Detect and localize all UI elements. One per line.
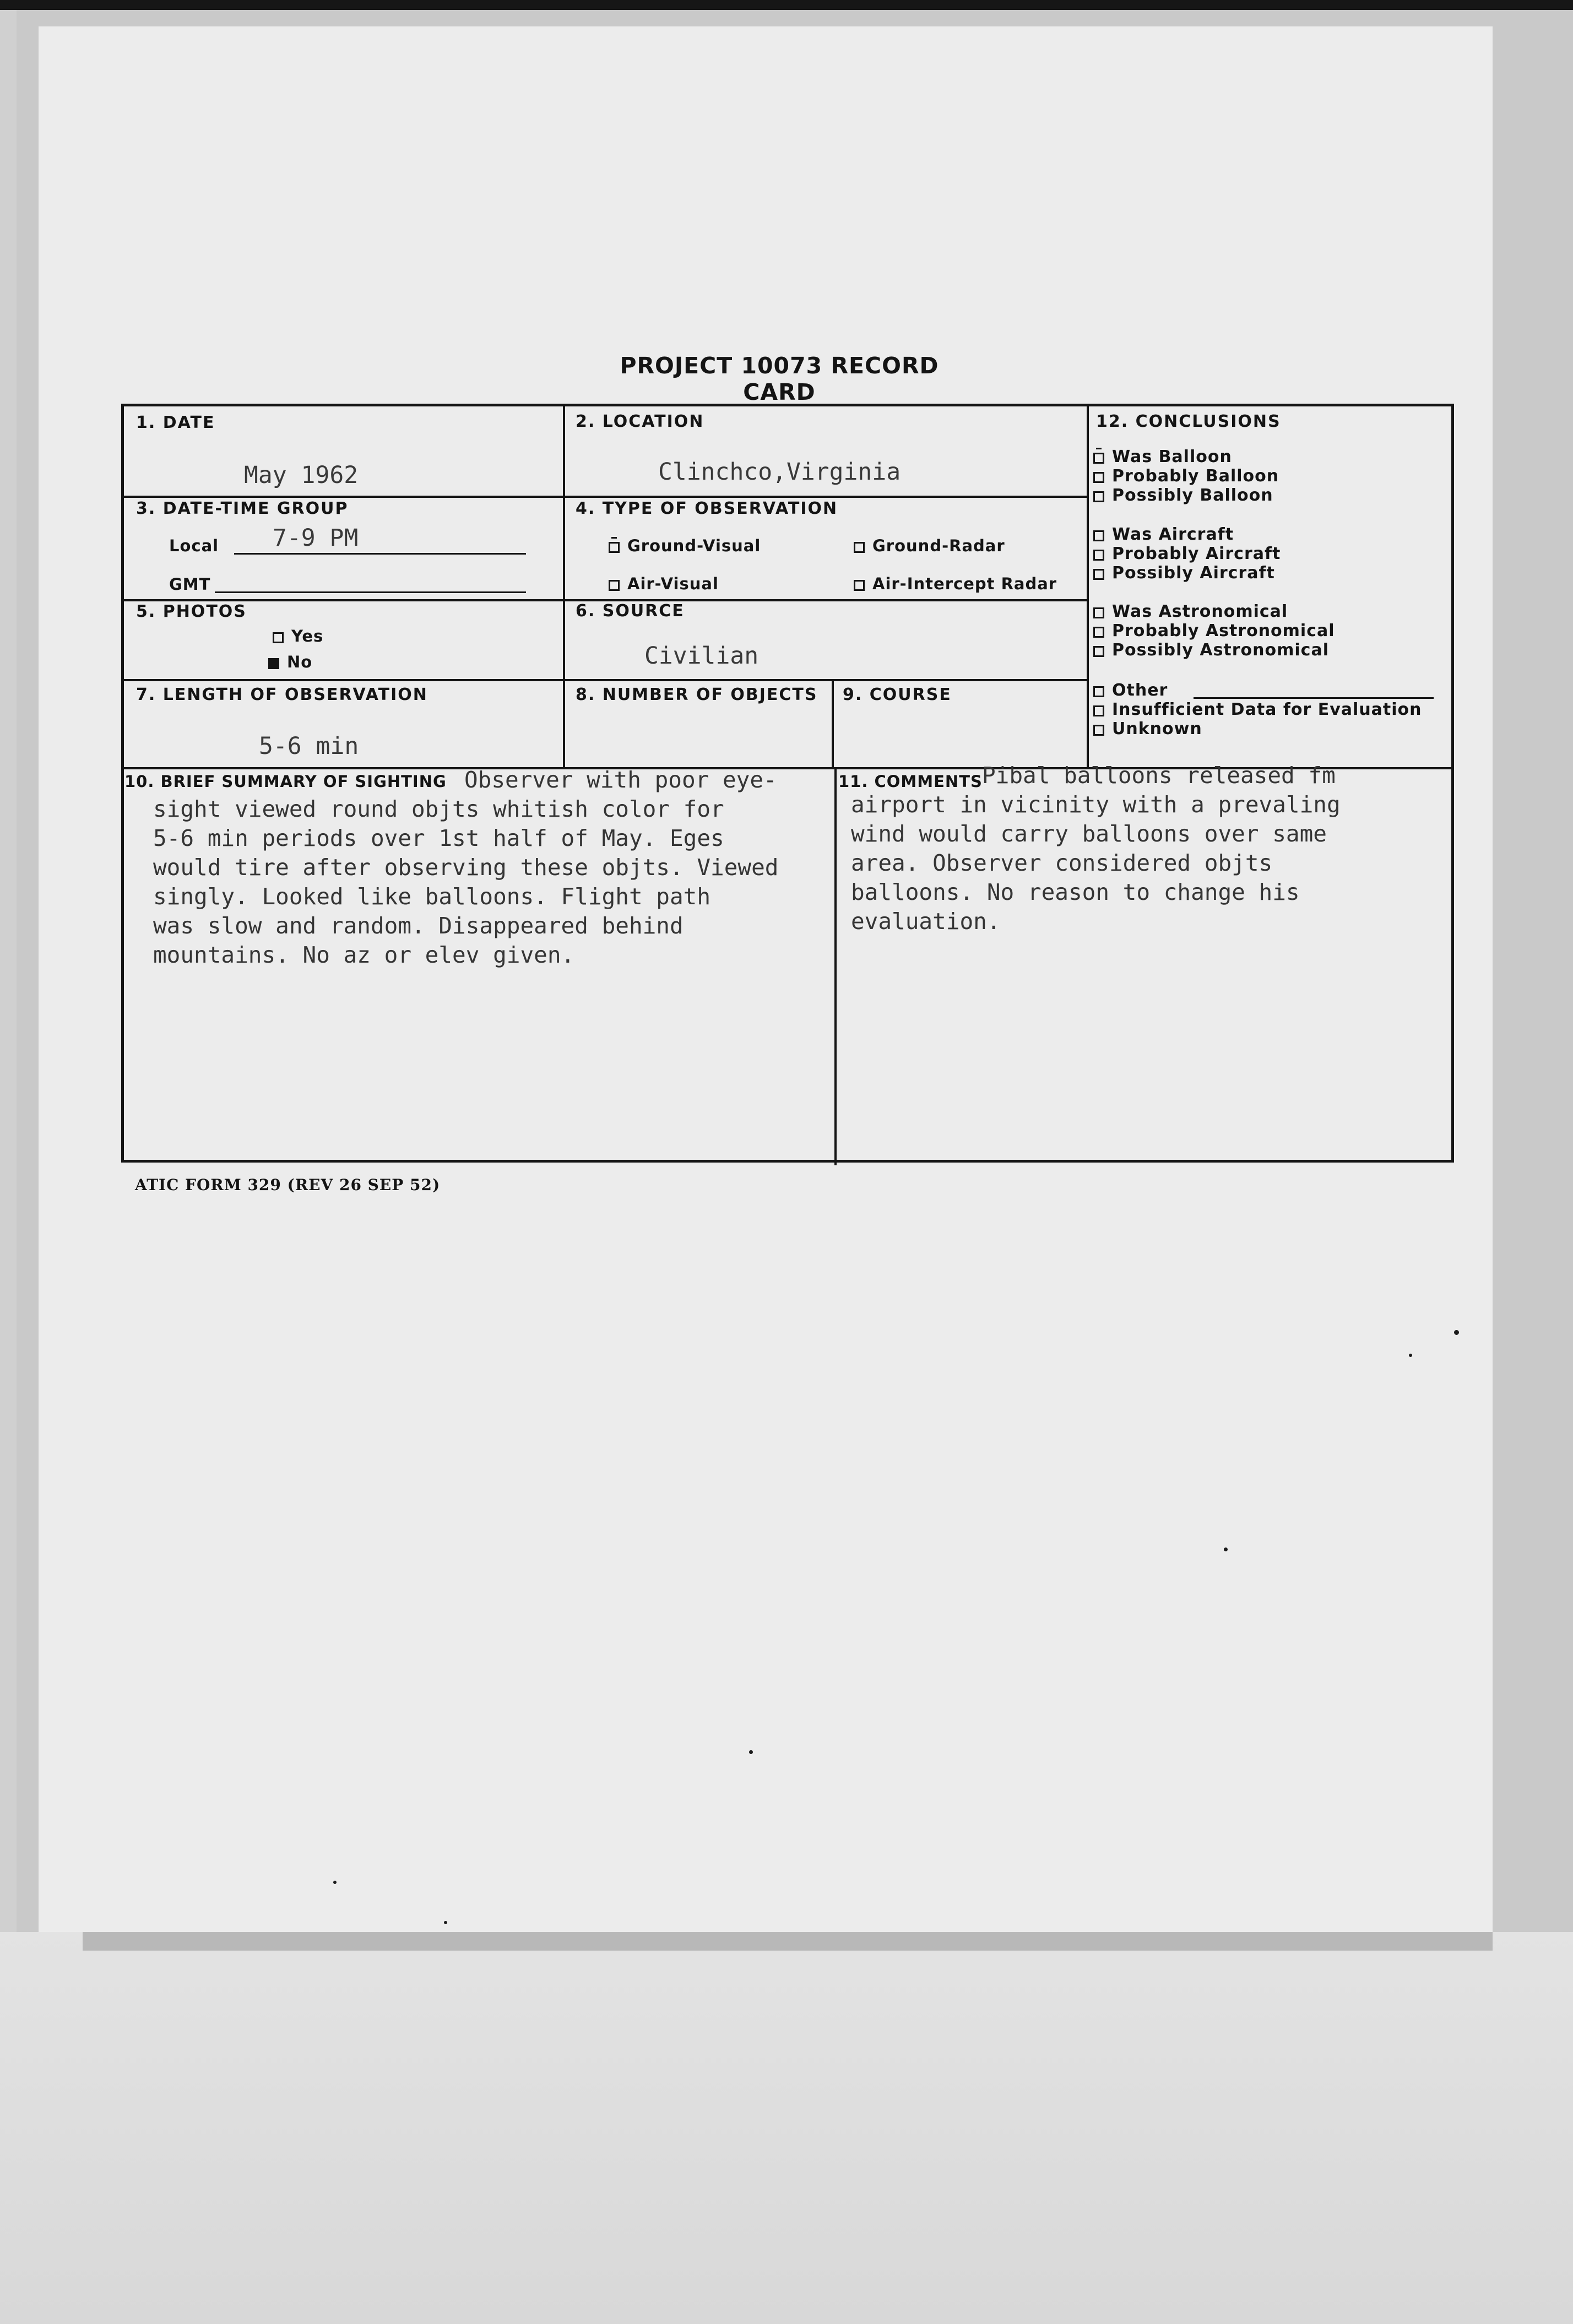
- option-possibly-aircraft[interactable]: [1093, 563, 1281, 583]
- length-of-observation-value: 5-6 min: [259, 732, 359, 760]
- scan-top-border: [0, 0, 1573, 10]
- option-insufficient-data-label: Insufficient Data for Evaluation: [1112, 700, 1422, 719]
- card-title: PROJECT 10073 RECORD CARD: [620, 352, 939, 405]
- option-unknown-label: Unknown: [1112, 719, 1202, 739]
- source-label: 6. SOURCE: [576, 601, 685, 621]
- option-air-intercept-radar[interactable]: [854, 574, 1057, 593]
- checkbox-other[interactable]: [1093, 686, 1104, 697]
- course-label: 9. COURSE: [843, 685, 952, 704]
- option-insufficient-data[interactable]: [1093, 700, 1422, 719]
- summary-line: 5-6 min periods over 1st half of May. Eges: [153, 825, 724, 851]
- checkbox-possibly-aircraft[interactable]: [1093, 569, 1104, 580]
- location-label: 2. LOCATION: [576, 412, 704, 431]
- number-of-objects-label: 8. NUMBER OF OBJECTS: [576, 685, 818, 704]
- conclusions-label: 12. CONCLUSIONS: [1096, 412, 1281, 431]
- summary-line: sight viewed round objts whitish color for: [153, 796, 724, 822]
- option-possibly-balloon-label: Possibly Balloon: [1112, 486, 1273, 505]
- conclusions-group-balloon: [1093, 447, 1279, 505]
- option-photos-yes-label: Yes: [291, 627, 324, 645]
- scan-speck: [333, 1881, 337, 1884]
- summary-text: [153, 765, 842, 970]
- option-probably-astronomical[interactable]: [1093, 621, 1335, 640]
- checkbox-air-intercept-radar[interactable]: [854, 580, 865, 591]
- checkbox-was-balloon[interactable]: [1093, 453, 1104, 464]
- checkbox-ground-radar[interactable]: [854, 542, 865, 553]
- summary-line: would tire after observing these objts. Viewed: [153, 854, 779, 881]
- checkbox-possibly-astronomical[interactable]: [1093, 646, 1104, 657]
- option-probably-balloon-label: Probably Balloon: [1112, 466, 1279, 486]
- option-probably-balloon[interactable]: [1093, 466, 1279, 486]
- gmt-label: GMT: [169, 575, 211, 594]
- summary-line: singly. Looked like balloons. Flight path: [153, 883, 711, 910]
- form-identifier: ATIC FORM 329 (REV 26 SEP 52): [135, 1176, 441, 1194]
- option-was-aircraft-label: Was Aircraft: [1112, 525, 1234, 544]
- divider-row-1: [124, 496, 1087, 498]
- scan-speck: [749, 1750, 753, 1754]
- option-ground-visual[interactable]: [609, 536, 761, 555]
- option-air-visual[interactable]: [609, 574, 719, 593]
- option-possibly-aircraft-label: Possibly Aircraft: [1112, 563, 1275, 583]
- checkbox-probably-balloon[interactable]: [1093, 472, 1104, 483]
- divider-col-3: [832, 679, 834, 767]
- option-was-astronomical-label: Was Astronomical: [1112, 602, 1288, 621]
- option-air-visual-label: Air-Visual: [627, 574, 719, 593]
- checkbox-was-aircraft[interactable]: [1093, 530, 1104, 541]
- date-label: 1. DATE: [136, 413, 215, 432]
- option-possibly-balloon[interactable]: [1093, 486, 1279, 505]
- option-air-intercept-radar-label: Air-Intercept Radar: [872, 574, 1057, 593]
- comments-line: Pibal balloons released fm: [982, 762, 1336, 789]
- option-possibly-astronomical-label: Possibly Astronomical: [1112, 640, 1329, 660]
- comments-line: area. Observer considered objts: [851, 850, 1273, 876]
- local-underline: [234, 553, 526, 555]
- summary-line: Observer with poor eye-: [464, 767, 777, 793]
- option-was-astronomical[interactable]: [1093, 602, 1335, 621]
- checkbox-photos-yes[interactable]: [273, 632, 284, 643]
- option-was-balloon[interactable]: [1093, 447, 1279, 466]
- option-was-aircraft[interactable]: [1093, 525, 1281, 544]
- option-probably-astronomical-label: Probably Astronomical: [1112, 621, 1335, 640]
- conclusions-group-aircraft: [1093, 525, 1281, 583]
- scan-lower-margin: [0, 1932, 1573, 2324]
- checkbox-ground-visual[interactable]: [609, 542, 620, 553]
- option-other[interactable]: [1093, 681, 1422, 700]
- comments-line: evaluation.: [851, 908, 1001, 935]
- checkbox-was-astronomical[interactable]: [1093, 607, 1104, 618]
- option-unknown[interactable]: [1093, 719, 1422, 739]
- divider-col-2: [1087, 406, 1089, 767]
- option-ground-radar[interactable]: [854, 536, 1005, 555]
- comments-text: [851, 761, 1435, 936]
- option-photos-yes[interactable]: [273, 627, 323, 645]
- local-value: 7-9 PM: [273, 524, 359, 552]
- checkbox-air-visual[interactable]: [609, 580, 620, 591]
- option-ground-visual-label: Ground-Visual: [627, 536, 761, 555]
- scan-speck: [1409, 1354, 1412, 1357]
- option-ground-radar-label: Ground-Radar: [872, 536, 1005, 555]
- option-other-label: Other: [1112, 681, 1168, 700]
- divider-row-3: [124, 679, 1087, 681]
- scan-speck: [444, 1921, 447, 1924]
- comments-line: airport in vicinity with a prevaling: [851, 791, 1341, 818]
- scan-speck: [1224, 1547, 1228, 1551]
- date-time-group-label: 3. DATE-TIME GROUP: [136, 499, 349, 518]
- checkbox-insufficient-data[interactable]: [1093, 705, 1104, 716]
- photos-label: 5. PHOTOS: [136, 602, 247, 621]
- location-value: Clinchco,Virginia: [658, 458, 901, 486]
- conclusions-group-other: [1093, 681, 1422, 739]
- summary-label: 10. BRIEF SUMMARY OF SIGHTING: [124, 772, 447, 791]
- option-photos-no-label: No: [287, 653, 313, 671]
- length-of-observation-label: 7. LENGTH OF OBSERVATION: [136, 685, 428, 704]
- comments-line: balloons. No reason to change his: [851, 879, 1300, 905]
- checkbox-unknown[interactable]: [1093, 725, 1104, 736]
- gmt-underline: [215, 591, 526, 593]
- option-probably-aircraft[interactable]: [1093, 544, 1281, 563]
- checkbox-probably-astronomical[interactable]: [1093, 627, 1104, 638]
- summary-line: mountains. No az or elev given.: [153, 942, 575, 968]
- sheet-edge-shadow: [83, 1932, 1493, 1951]
- source-value: Civilian: [644, 642, 759, 670]
- option-photos-no[interactable]: [268, 653, 312, 671]
- checkbox-photos-no[interactable]: [268, 658, 279, 669]
- option-was-balloon-label: Was Balloon: [1112, 447, 1232, 466]
- comments-label: 11. COMMENTS: [838, 772, 983, 791]
- option-possibly-astronomical[interactable]: [1093, 640, 1335, 660]
- option-probably-aircraft-label: Probably Aircraft: [1112, 544, 1281, 563]
- comments-line: wind would carry balloons over same: [851, 821, 1327, 847]
- date-value: May 1962: [244, 461, 359, 489]
- local-label: Local: [169, 536, 219, 555]
- scan-speck: [1454, 1330, 1459, 1335]
- type-of-observation-label: 4. TYPE OF OBSERVATION: [576, 499, 838, 518]
- divider-col-1: [563, 406, 565, 767]
- other-underline: [1194, 697, 1434, 699]
- summary-line: was slow and random. Disappeared behind: [153, 913, 684, 939]
- conclusions-group-astronomical: [1093, 602, 1335, 660]
- checkbox-probably-aircraft[interactable]: [1093, 550, 1104, 561]
- checkbox-possibly-balloon[interactable]: [1093, 491, 1104, 502]
